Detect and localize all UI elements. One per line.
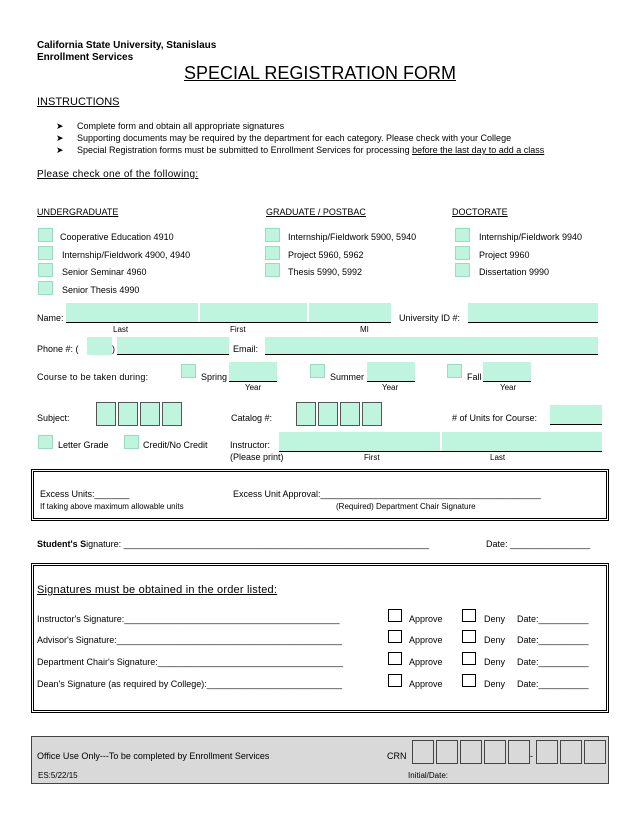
fall-checkbox[interactable] (447, 364, 462, 378)
crn-digit-1[interactable] (412, 740, 434, 764)
checkbox-dissertation[interactable] (455, 263, 470, 277)
spring-year-field[interactable] (229, 362, 277, 382)
subject-label: Subject: (37, 413, 70, 423)
option-label: Senior Seminar 4960 (62, 267, 147, 277)
crn-section-2[interactable] (560, 740, 582, 764)
student-signature-label-rest: ignature: _____________________________________________________________ (86, 539, 430, 549)
bullet-icon: ➤ (56, 145, 64, 155)
approve-label: Approve (409, 635, 443, 645)
catalog-digit-2[interactable] (318, 402, 338, 426)
excess-units-note: If taking above maximum allowable units (40, 502, 184, 511)
checkbox-doc-internship[interactable] (455, 228, 470, 242)
initial-date-label[interactable]: Initial/Date: (408, 771, 449, 780)
credit-label: Credit/No Credit (143, 440, 208, 450)
dean-date-line[interactable]: Date:__________ (517, 679, 589, 689)
option-label: Dissertation 9990 (479, 267, 550, 277)
university-id-field[interactable] (468, 303, 598, 323)
deny-label: Deny (484, 614, 506, 624)
dean-deny-checkbox[interactable] (462, 674, 476, 687)
credit-checkbox[interactable] (124, 435, 139, 449)
first-name-field[interactable] (200, 303, 307, 323)
catalog-digit-1[interactable] (296, 402, 316, 426)
option-label: Internship/Fieldwork 9940 (479, 232, 583, 242)
subject-char-3[interactable] (140, 402, 160, 426)
units-field[interactable] (550, 405, 602, 425)
subject-char-1[interactable] (96, 402, 116, 426)
checkbox-grad-internship[interactable] (265, 228, 280, 242)
approve-label: Approve (409, 657, 443, 667)
office-use-label: Office Use Only---To be completed by Enrollment Services (37, 751, 270, 761)
excess-approval-note: (Required) Department Chair Signature (336, 502, 476, 511)
instruction-3-deadline: before the last day to add a class (412, 145, 545, 155)
undergraduate-heading: UNDERGRADUATE (37, 207, 119, 217)
summer-label: Summer (330, 372, 365, 382)
spring-checkbox[interactable] (181, 364, 196, 378)
instructor-line (279, 451, 602, 452)
bullet-icon: ➤ (56, 121, 64, 131)
dean-signature-line[interactable]: Dean's Signature (as required by College):___________________________ (37, 679, 342, 689)
units-label: # of Units for Course: (452, 413, 538, 423)
instr-first-caption: First (364, 453, 380, 462)
instruction-1: Complete form and obtain all appropriate signatures (77, 121, 285, 131)
deny-label: Deny (484, 657, 506, 667)
crn-digit-5[interactable] (508, 740, 530, 764)
instr-last-caption: Last (490, 453, 506, 462)
office-name: Enrollment Services (37, 52, 134, 63)
chair-deny-checkbox[interactable] (462, 652, 476, 665)
advisor-deny-checkbox[interactable] (462, 630, 476, 643)
instruction-2: Supporting documents may be required by the department for each category. Please check with your College (77, 133, 512, 143)
fall-label: Fall (467, 372, 482, 382)
bullet-icon: ➤ (56, 133, 64, 143)
approve-label: Approve (409, 614, 443, 624)
phone-close-paren: ) (112, 344, 115, 354)
advisor-date-line[interactable]: Date:__________ (517, 635, 589, 645)
year-caption: Year (245, 383, 262, 392)
deny-label: Deny (484, 635, 506, 645)
subject-char-4[interactable] (162, 402, 182, 426)
approve-label: Approve (409, 679, 443, 689)
check-prompt: Please check one of the following: (37, 169, 199, 180)
mi-caption: MI (360, 325, 369, 334)
checkbox-grad-thesis[interactable] (265, 263, 280, 277)
checkbox-grad-project[interactable] (265, 246, 280, 260)
summer-line (367, 381, 415, 382)
spring-line (229, 381, 277, 382)
instructor-label: Instructor: (230, 440, 271, 450)
instruction-3-text: Special Registration forms must be submitted to Enrollment Services for processing (77, 145, 413, 155)
year-caption: Year (382, 383, 399, 392)
excess-approval-label[interactable]: Excess Unit Approval:____________________________________________ (233, 489, 541, 499)
summer-checkbox[interactable] (310, 364, 325, 378)
last-caption: Last (113, 325, 129, 334)
excess-units-label[interactable]: Excess Units:_______ (40, 489, 130, 499)
student-date-line[interactable]: Date: ________________ (486, 539, 591, 549)
option-label: Project 5960, 5962 (288, 250, 364, 260)
mi-field[interactable] (309, 303, 391, 323)
phone-number-field[interactable] (117, 337, 229, 355)
instruction-3 (77, 145, 544, 155)
option-label: Internship/Fieldwork 4900, 4940 (62, 250, 191, 260)
form-code: ES:5/22/15 (38, 771, 78, 780)
chair-date-line[interactable]: Date:__________ (517, 657, 589, 667)
letter-grade-checkbox[interactable] (38, 435, 53, 449)
letter-grade-label: Letter Grade (58, 440, 109, 450)
instructor-approve-checkbox[interactable] (388, 609, 402, 622)
name-label: Name: (37, 313, 64, 323)
catalog-label: Catalog #: (231, 413, 273, 423)
first-caption: First (230, 325, 246, 334)
catalog-digit-3[interactable] (340, 402, 360, 426)
summer-year-field[interactable] (367, 362, 415, 382)
advisor-approve-checkbox[interactable] (388, 630, 402, 643)
university-id-label: University ID #: (399, 313, 461, 323)
checkbox-senior-seminar[interactable] (38, 263, 53, 277)
area-code-field[interactable] (87, 337, 112, 355)
university-name: California State University, Stanislaus (37, 40, 217, 51)
deny-label: Deny (484, 679, 506, 689)
email-line (265, 354, 598, 355)
fall-year-field[interactable] (483, 362, 531, 382)
catalog-digit-4[interactable] (362, 402, 382, 426)
fall-line (483, 381, 531, 382)
doctorate-heading: DOCTORATE (452, 207, 508, 217)
option-label: Internship/Fieldwork 5900, 5940 (288, 232, 417, 242)
year-caption: Year (500, 383, 517, 392)
email-field[interactable] (265, 337, 598, 355)
spring-label: Spring (201, 372, 228, 382)
print-note: (Please print) (230, 452, 284, 462)
checkbox-doc-project[interactable] (455, 246, 470, 260)
instructor-signature-line[interactable]: Instructor's Signature:___________________________________________ (37, 614, 340, 624)
crn-digit-4[interactable] (484, 740, 506, 764)
units-line (550, 424, 602, 425)
student-signature-line[interactable] (37, 539, 429, 549)
form-title: SPECIAL REGISTRATION FORM (183, 63, 457, 83)
student-signature-label-bold: Student's S (37, 539, 87, 549)
crn-digit-3[interactable] (460, 740, 482, 764)
graduate-heading: GRADUATE / POSTBAC (266, 207, 366, 217)
option-label: Cooperative Education 4910 (60, 232, 174, 242)
checkbox-senior-thesis[interactable] (38, 281, 53, 295)
checkbox-ug-internship[interactable] (38, 246, 53, 260)
term-label: Course to be taken during: (37, 372, 149, 382)
instructor-last-field[interactable] (442, 432, 602, 452)
chair-signature-line[interactable]: Department Chair's Signature:_____________________________________ (37, 657, 343, 667)
phone-line (117, 354, 229, 355)
instructions-heading: INSTRUCTIONS (37, 96, 120, 108)
signatures-heading: Signatures must be obtained in the order listed: (37, 584, 278, 596)
crn-label: CRN (387, 751, 407, 761)
chair-approve-checkbox[interactable] (388, 652, 402, 665)
crn-dash: - (530, 751, 533, 761)
crn-digit-2[interactable] (436, 740, 458, 764)
phone-label: Phone #: ( (37, 344, 79, 354)
option-label: Senior Thesis 4990 (62, 285, 140, 295)
option-label: Thesis 5990, 5992 (288, 267, 363, 277)
email-label: Email: (233, 344, 259, 354)
option-label: Project 9960 (479, 250, 530, 260)
instructor-deny-checkbox[interactable] (462, 609, 476, 622)
instructor-date-line[interactable]: Date:__________ (517, 614, 589, 624)
name-line (66, 322, 391, 323)
id-line (468, 322, 598, 323)
subject-char-2[interactable] (118, 402, 138, 426)
last-name-field[interactable] (66, 303, 198, 323)
instructor-first-field[interactable] (279, 432, 440, 452)
crn-section-3[interactable] (584, 740, 606, 764)
checkbox-cooperative-education[interactable] (38, 228, 53, 242)
dean-approve-checkbox[interactable] (388, 674, 402, 687)
crn-section-1[interactable] (536, 740, 558, 764)
advisor-signature-line[interactable]: Advisor's Signature:_____________________________________________ (37, 635, 342, 645)
